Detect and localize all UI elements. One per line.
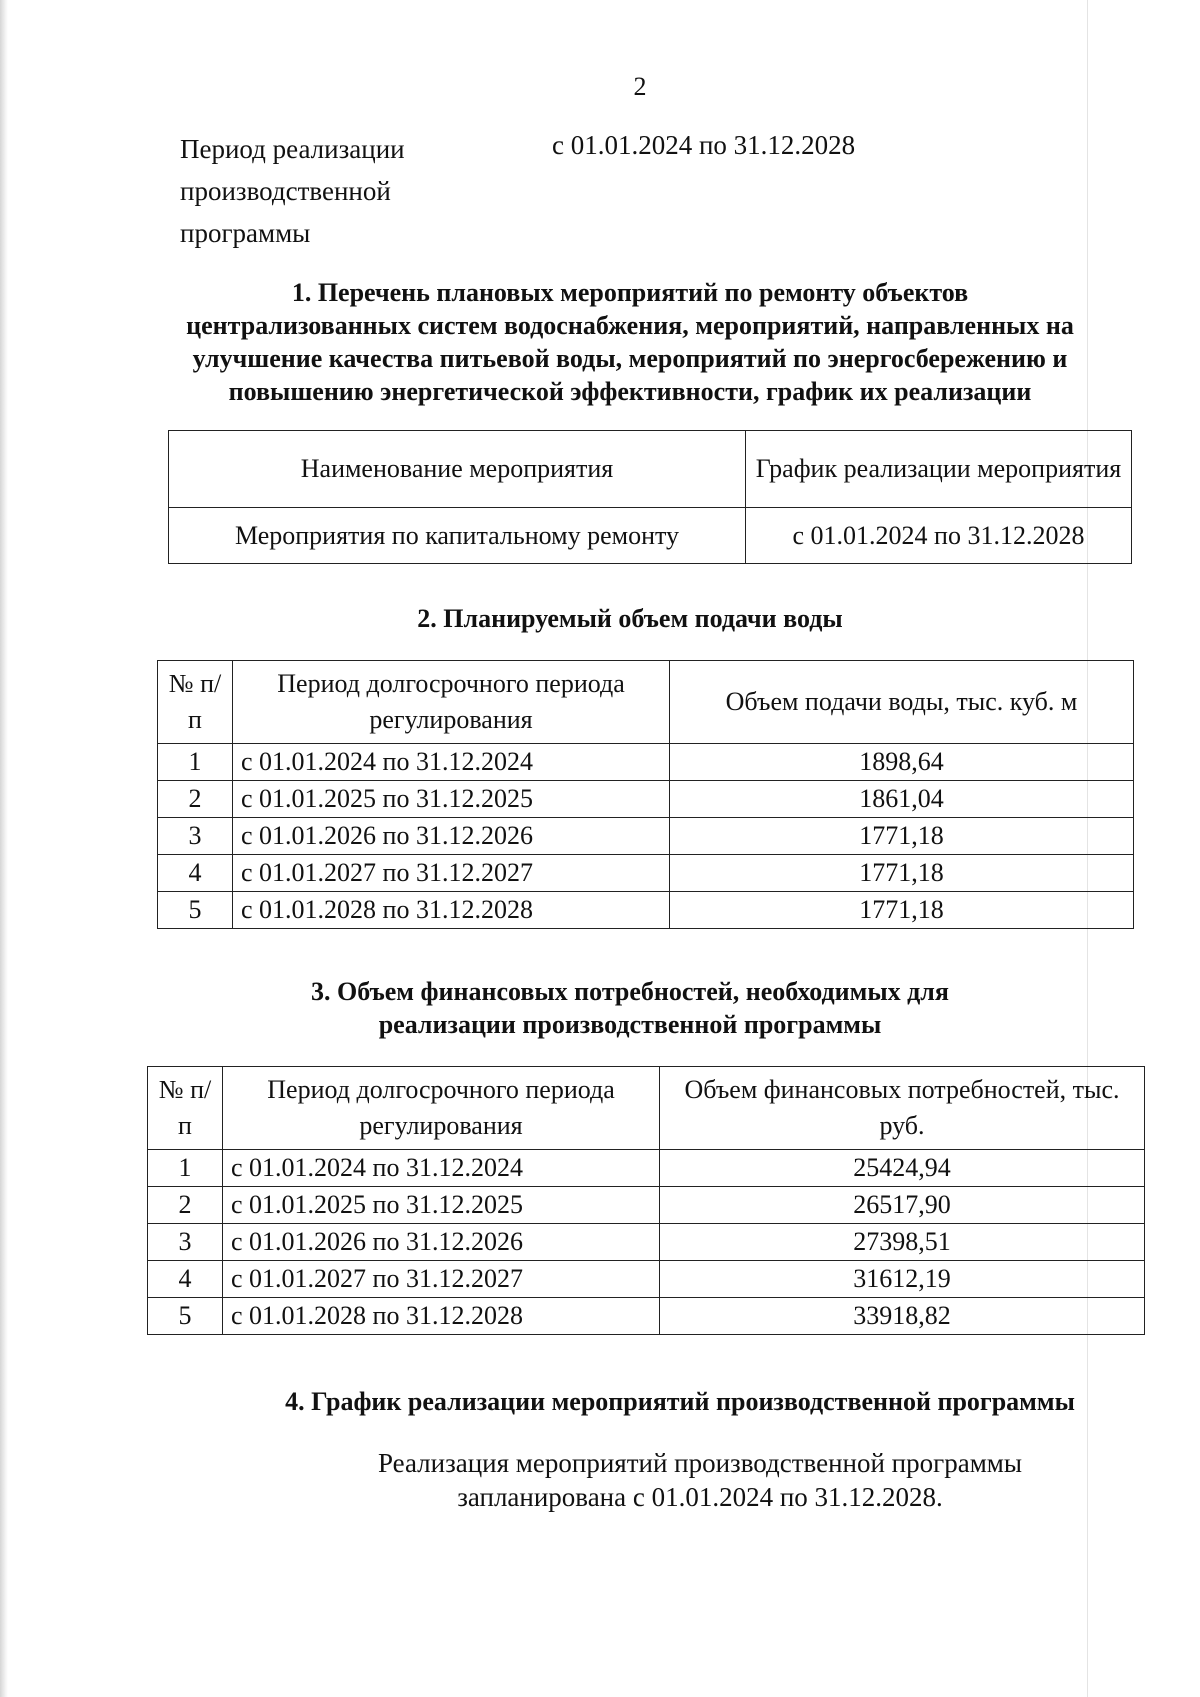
table-cell: с 01.01.2028 по 31.12.2028: [223, 1298, 660, 1335]
table-row: [148, 1224, 1145, 1261]
table-row: [169, 508, 1132, 564]
page-number: 2: [633, 72, 647, 101]
table-row: [158, 855, 1134, 892]
table-cell: 2: [148, 1187, 223, 1224]
table-cell: 3: [158, 818, 233, 855]
table-header-row: [148, 1067, 1145, 1150]
table-cell: 31612,19: [660, 1261, 1145, 1298]
table-cell: с 01.01.2025 по 31.12.2025: [223, 1187, 660, 1224]
table-cell: с 01.01.2026 по 31.12.2026: [223, 1224, 660, 1261]
financial-needs-table: [147, 1066, 1145, 1335]
table-header-row: [158, 661, 1134, 744]
table-cell: с 01.01.2024 по 31.12.2024: [223, 1150, 660, 1187]
table-cell: 2: [158, 781, 233, 818]
measures-table: [168, 430, 1132, 564]
table-cell: 33918,82: [660, 1298, 1145, 1335]
table-row: [158, 818, 1134, 855]
column-header: Объем финансовых потребностей, тыс. руб.: [660, 1067, 1145, 1150]
water-supply-table: [157, 660, 1134, 929]
section-4-title: 4. График реализации мероприятий производственной программы: [285, 1387, 1075, 1416]
period-value: с 01.01.2024 по 31.12.2028: [552, 130, 856, 160]
table-row: [148, 1298, 1145, 1335]
table-cell: 1771,18: [670, 892, 1134, 929]
table-cell: 5: [158, 892, 233, 929]
table-cell: с 01.01.2025 по 31.12.2025: [233, 781, 670, 818]
table-cell: 3: [148, 1224, 223, 1261]
table-cell: 27398,51: [660, 1224, 1145, 1261]
table-cell: с 01.01.2027 по 31.12.2027: [233, 855, 670, 892]
table-cell: 25424,94: [660, 1150, 1145, 1187]
table-row: [158, 781, 1134, 818]
column-header: Объем подачи воды, тыс. куб. м: [670, 661, 1134, 744]
table-cell: 1: [148, 1150, 223, 1187]
table-cell: 4: [148, 1261, 223, 1298]
table-cell: 5: [148, 1298, 223, 1335]
table-row: [158, 744, 1134, 781]
column-header: Период долгосрочного периода регулирования: [233, 661, 670, 744]
column-header: Период долгосрочного периода регулирования: [223, 1067, 660, 1150]
section-1-title: 1. Перечень плановых мероприятий по ремонту объектов централизованных систем водоснабжения, мероприятий, направленных на улучшение качества питьевой воды, мероприятий по энергосбережению и повышению энергетической эффективности, график их реализации: [186, 278, 1074, 406]
section-2-title: 2. Планируемый объем подачи воды: [417, 604, 843, 633]
column-header: Наименование мероприятия: [169, 431, 746, 508]
table-cell: Мероприятия по капитальному ремонту: [169, 508, 746, 564]
table-cell: 1898,64: [670, 744, 1134, 781]
table-cell: с 01.01.2026 по 31.12.2026: [233, 818, 670, 855]
table-row: [148, 1150, 1145, 1187]
section-3-title: 3. Объем финансовых потребностей, необходимых для реализации производственной программы: [311, 977, 949, 1039]
table-cell: 1771,18: [670, 855, 1134, 892]
column-header: № п/п: [148, 1067, 223, 1150]
table-cell: 1: [158, 744, 233, 781]
period-label: Период реализации производственной программы: [180, 134, 405, 248]
closing-paragraph: Реализация мероприятий производственной программы запланирована с 01.01.2024 по 31.12.2028.: [377, 1448, 1023, 1512]
column-header: № п/п: [158, 661, 233, 744]
table-header-row: [169, 431, 1132, 508]
table-row: [158, 892, 1134, 929]
table-row: [148, 1261, 1145, 1298]
table-cell: 1771,18: [670, 818, 1134, 855]
scan-edge: [0, 0, 8, 1697]
table-cell: 1861,04: [670, 781, 1134, 818]
table-cell: 4: [158, 855, 233, 892]
column-header: График реализации мероприятия: [746, 431, 1132, 508]
table-cell: с 01.01.2024 по 31.12.2028: [746, 508, 1132, 564]
table-row: [148, 1187, 1145, 1224]
table-cell: 26517,90: [660, 1187, 1145, 1224]
table-cell: с 01.01.2024 по 31.12.2024: [233, 744, 670, 781]
table-cell: с 01.01.2028 по 31.12.2028: [233, 892, 670, 929]
table-cell: с 01.01.2027 по 31.12.2027: [223, 1261, 660, 1298]
